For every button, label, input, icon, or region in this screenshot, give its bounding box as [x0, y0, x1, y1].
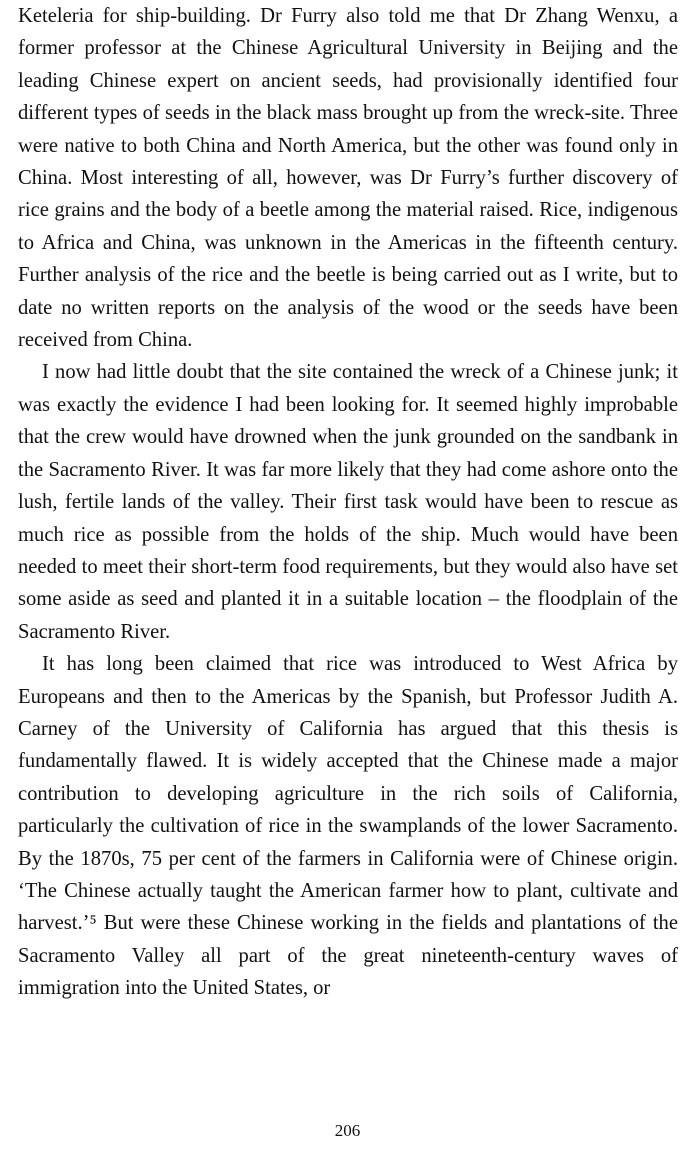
- paragraph-1: Keteleria for ship-building. Dr Furry also told me that Dr Zhang Wenxu, a former professor at the Chinese Agricultural University in Beijing and the leading Chinese expert on ancient seeds, had provisionally identified four different types of seeds in the black mass brought up from the wreck-site. Three were native to both China and North America, but the other was found only in China. Most interesting of all, however, was Dr Furry’s further discovery of rice grains and the body of a beetle among the material raised. Rice, indigenous to Africa and China, was unknown in the Americas in the fifteenth century. Further analysis of the rice and the beetle is being carried out as I write, but to date no written reports on the analysis of the wood or the seeds have been received from China.: [18, 5, 678, 352]
- paragraph-3: It has long been claimed that rice was introduced to West Africa by Europeans and then to the Americas by the Spanish, but Professor Judith A. Carney of the University of California has argued that this thesis is fundamentally flawed. It is widely accepted that the Chinese made a major contribution to developing agriculture in the rich soils of California, particularly the cultivation of rice in the swamplands of the lower Sacramento. By the 1870s, 75 per cent of the farmers in California were of Chinese origin. ‘The Chinese actually taught the American farmer how to plant, cultivate and harvest.’⁵ But were these Chinese working in the fields and plantations of the Sacramento Valley all part of the great nineteenth-century waves of immigration into the United States, or: [18, 653, 678, 1000]
- body-text: [18, 0, 678, 1005]
- paragraph-2: I now had little doubt that the site contained the wreck of a Chinese junk; it was exactly the evidence I had been looking for. It seemed highly improbable that the crew would have drowned when the junk grounded on the sandbank in the Sacramento River. It was far more likely that they had come ashore onto the lush, fertile lands of the valley. Their first task would have been to rescue as much rice as possible from the holds of the ship. Much would have been needed to meet their short-term food requirements, but they would also have set some aside as seed and planted it in a suitable location – the floodplain of the Sacramento River.: [18, 361, 678, 643]
- page-number: 206: [334, 1121, 361, 1140]
